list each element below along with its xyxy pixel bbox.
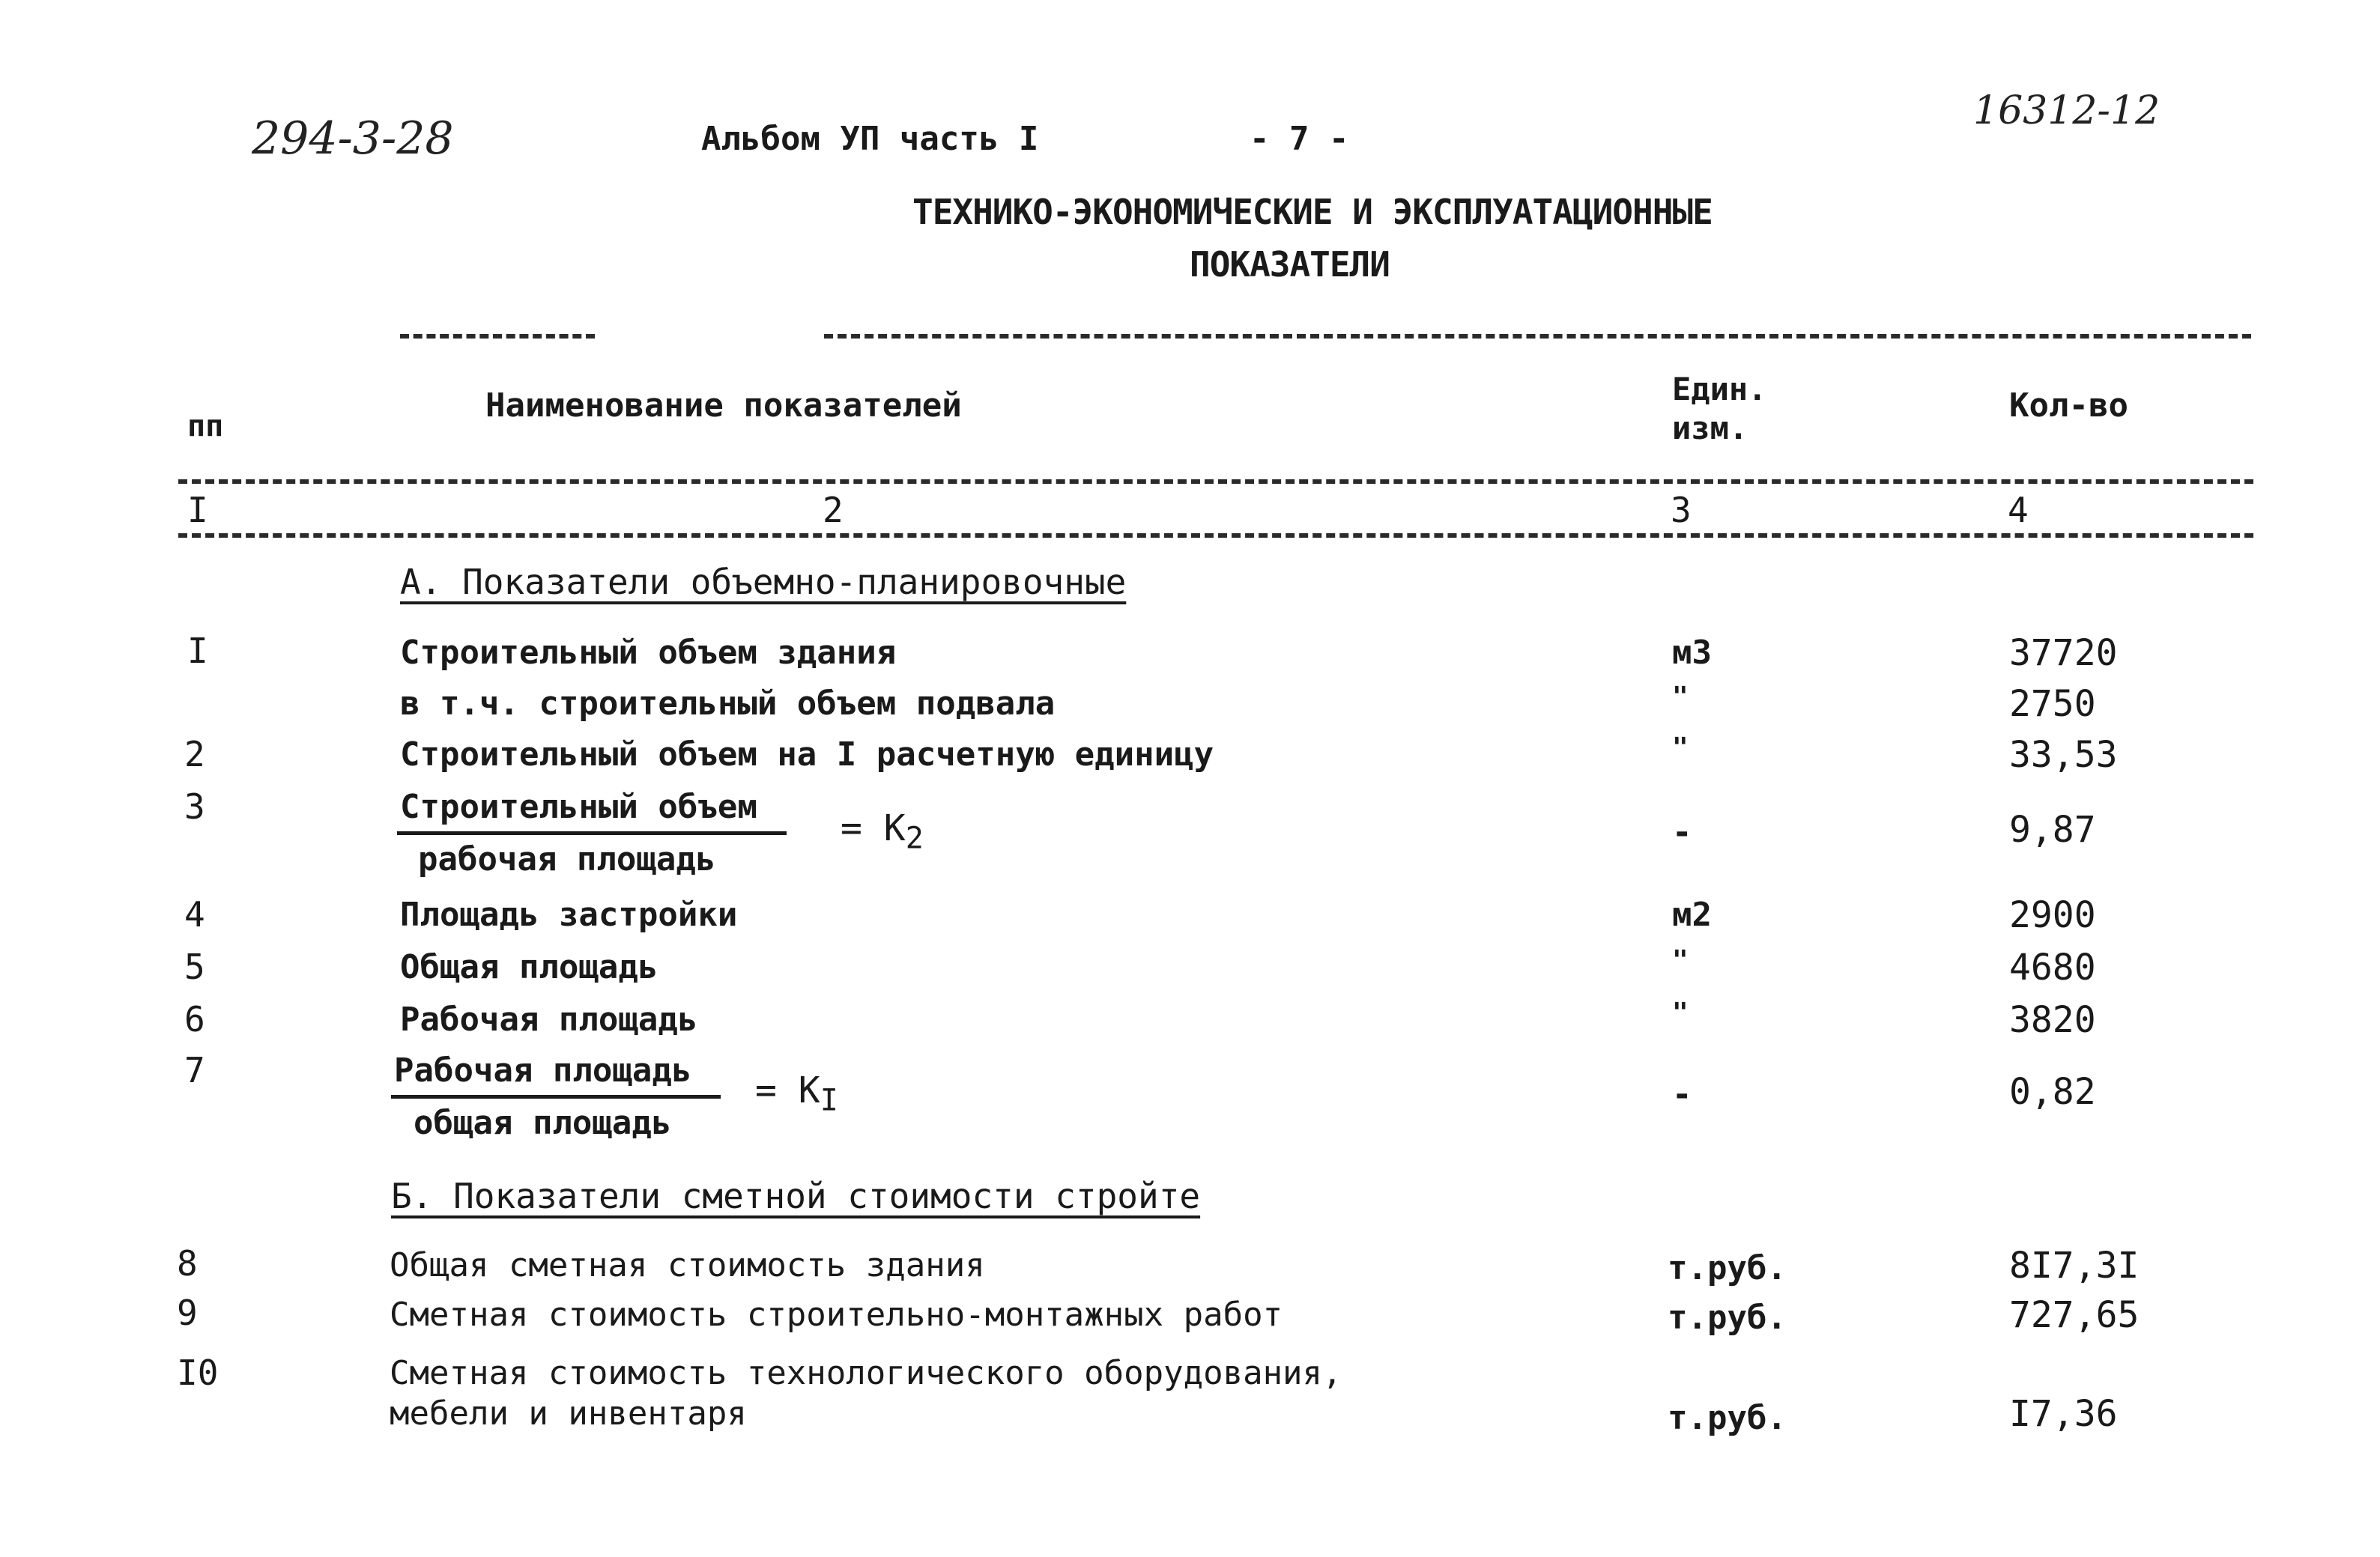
row-number: 8 xyxy=(177,1243,198,1284)
top-rule-right xyxy=(824,334,2251,339)
row-number: 7 xyxy=(184,1050,205,1090)
coefficient-label: = К xyxy=(755,1069,820,1111)
archive-number: 16312-12 xyxy=(1973,88,2161,133)
column-number-2: 2 xyxy=(823,490,844,530)
top-rule-left xyxy=(400,334,595,339)
row-unit: " xyxy=(1672,732,1689,763)
column-number-1: I xyxy=(187,490,208,530)
row-value: I7,36 xyxy=(2009,1393,2118,1435)
column-header-number: пп xyxy=(187,409,224,443)
column-header-name: Наименование показателей xyxy=(485,386,962,425)
row-number: 2 xyxy=(184,734,205,774)
row-unit: - xyxy=(1672,813,1692,852)
coefficient-subscript: I xyxy=(820,1083,838,1118)
row-value: 2900 xyxy=(2009,894,2096,936)
row-number: 6 xyxy=(184,999,205,1039)
column-header-unit xyxy=(1672,370,1766,448)
row-name: Строительный объем на I расчетную единицу xyxy=(400,735,1214,774)
column-number-3: 3 xyxy=(1671,490,1692,530)
page-subtitle: ПОКАЗАТЕЛИ xyxy=(1190,244,1390,285)
row-number: 5 xyxy=(184,947,205,987)
row-name: Сметная стоимость строительно-монтажных работ xyxy=(390,1296,1283,1334)
fraction-denominator: общая площадь xyxy=(414,1104,672,1142)
page-title: ТЕХНИКО-ЭКОНОМИЧЕСКИЕ И ЭКСПЛУАТАЦИОННЫЕ xyxy=(912,192,1713,232)
row-number: 4 xyxy=(184,894,205,935)
document-code: 294-3-28 xyxy=(252,112,454,165)
row-unit: " xyxy=(1672,682,1689,712)
row-value: 8I7,3I xyxy=(2009,1245,2140,1287)
row-name: Площадь застройки xyxy=(400,896,738,934)
row-name: Сметная стоимость технологического оборудования, xyxy=(390,1354,1342,1392)
fraction-numerator: Строительный объем xyxy=(400,788,757,826)
row-value: 0,82 xyxy=(2009,1071,2096,1113)
column-header-quantity: Кол-во xyxy=(2009,386,2128,425)
row-value: 2750 xyxy=(2009,683,2096,725)
fraction-bar xyxy=(391,1095,721,1099)
row-name: Рабочая площадь xyxy=(400,1001,698,1039)
row-unit: м2 xyxy=(1672,896,1712,934)
row-value: 727,65 xyxy=(2009,1294,2140,1336)
row-number: I xyxy=(187,631,208,671)
row-name: в т.ч. строительный объем подвала xyxy=(400,685,1056,723)
coefficient-symbol xyxy=(841,807,924,856)
page-number: - 7 - xyxy=(1250,120,1349,158)
row-unit: т.руб. xyxy=(1668,1249,1787,1287)
row-unit: - xyxy=(1672,1075,1692,1114)
column-number-4: 4 xyxy=(2008,490,2029,530)
coefficient-label: = К xyxy=(841,807,906,849)
coefficient-subscript: 2 xyxy=(905,821,924,856)
row-name: Общая сметная стоимость здания xyxy=(390,1246,985,1284)
row-name: Строительный объем здания xyxy=(400,634,897,672)
fraction-denominator: рабочая площадь xyxy=(418,840,716,878)
row-name: Общая площадь xyxy=(400,948,658,986)
header-rule-lower xyxy=(178,533,2253,538)
section-b-heading: Б. Показатели сметной стоимости стройте xyxy=(391,1176,1201,1216)
row-unit: " xyxy=(1672,998,1689,1028)
album-label: Альбом УП часть I xyxy=(701,120,1039,158)
fraction-bar xyxy=(397,831,787,835)
row-value: 33,53 xyxy=(2009,734,2118,776)
row-unit: м3 xyxy=(1672,634,1712,672)
coefficient-symbol xyxy=(755,1069,838,1118)
row-name-continued: мебели и инвентаря xyxy=(390,1394,747,1433)
row-number: 3 xyxy=(184,786,205,827)
row-unit: т.руб. xyxy=(1668,1299,1787,1337)
fraction-numerator: Рабочая площадь xyxy=(394,1051,692,1090)
row-number: 9 xyxy=(177,1293,198,1333)
section-a-heading: А. Показатели объемно-планировочные xyxy=(400,562,1127,602)
unit-header-line2: изм. xyxy=(1672,410,1748,446)
row-value: 4680 xyxy=(2009,947,2096,989)
row-unit: т.руб. xyxy=(1668,1399,1787,1437)
row-number: I0 xyxy=(177,1353,219,1393)
row-value: 9,87 xyxy=(2009,809,2096,851)
row-unit: " xyxy=(1672,945,1689,976)
row-value: 37720 xyxy=(2009,632,2118,674)
unit-header-line1: Един. xyxy=(1672,371,1767,407)
header-rule-upper xyxy=(178,479,2253,484)
row-value: 3820 xyxy=(2009,999,2096,1041)
